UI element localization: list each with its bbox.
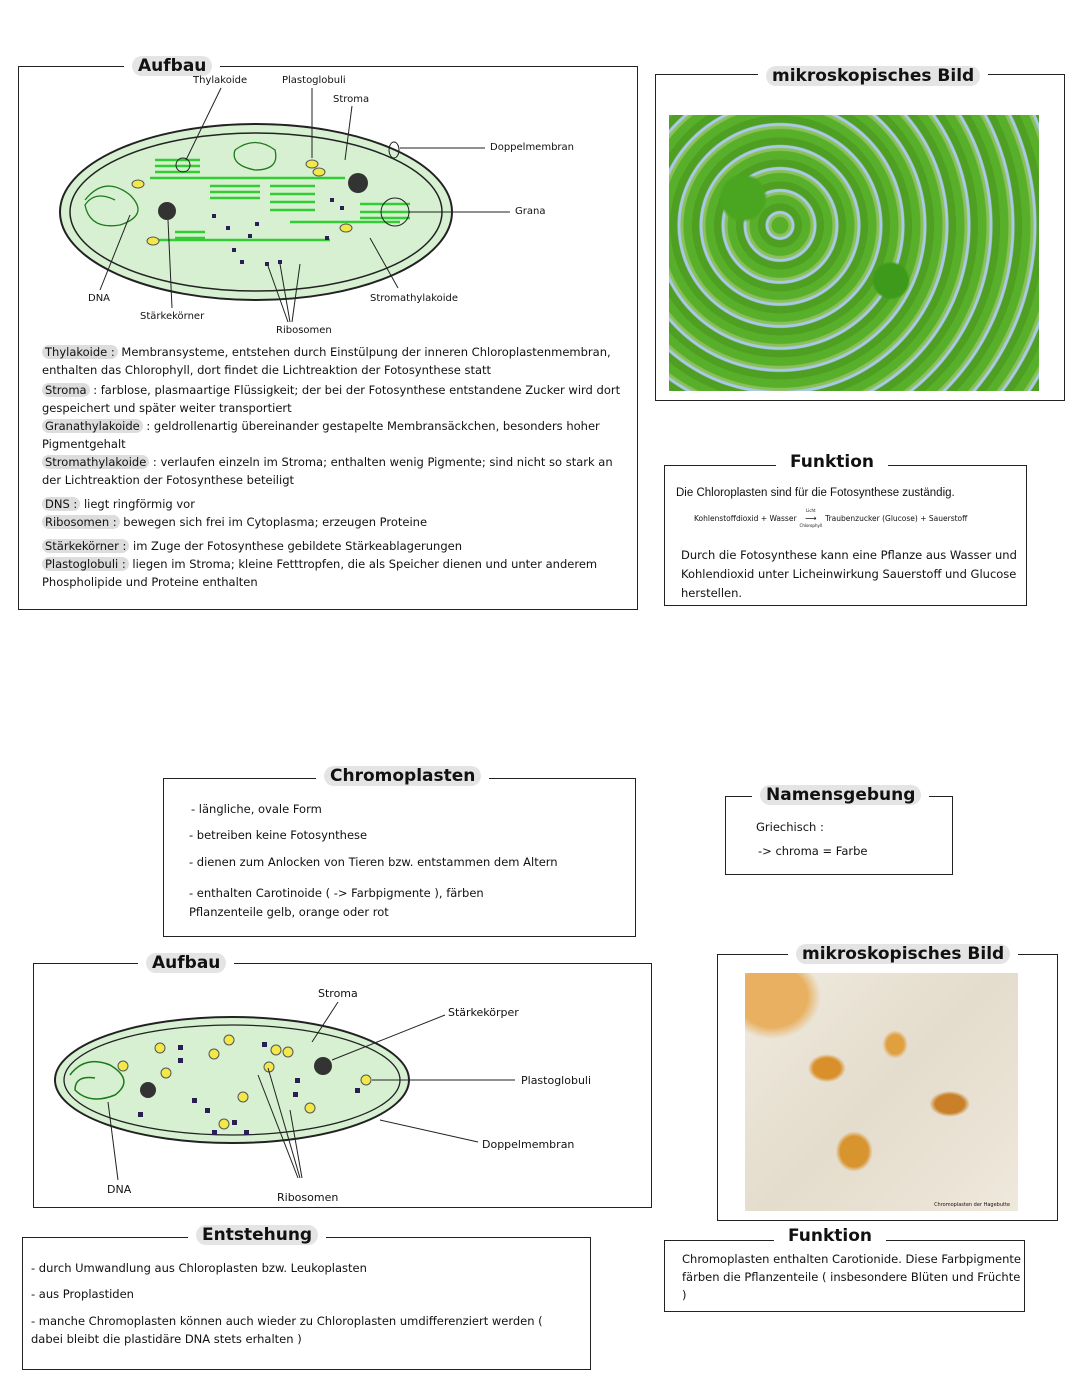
def-text: im Zuge der Fotosynthese gebildete Stärkeablagerungen	[129, 539, 462, 553]
chromoplast-funktion-title: Funktion	[774, 1226, 886, 1246]
definitions-list	[42, 343, 622, 591]
label-stroma: Stroma	[318, 987, 358, 1000]
def-text: Membransysteme, entstehen durch Einstülpung der inneren Chloroplastenmembran, enthalten das Chlorophyll, dort findet die Lichtreaktion der Fotosynthese statt	[42, 345, 611, 377]
chromo-item: - dienen zum Anlocken von Tieren bzw. entstammen dem Altern	[189, 855, 558, 869]
label-plastoglobuli: Plastoglobuli	[521, 1074, 592, 1087]
def-granathylakoide	[42, 417, 622, 453]
chloroplast-diagram	[0, 0, 640, 340]
def-thylakoide	[42, 343, 622, 379]
def-plastoglobuli	[42, 555, 622, 591]
def-text: : geldrollenartig übereinander gestapelte Membransäckchen, besonders hoher Pigmentgehalt	[42, 419, 600, 451]
label-stromathylakoide: Stromathylakoide	[370, 293, 459, 304]
eq-right: Traubenzucker (Glucose) + Sauerstoff	[825, 514, 968, 523]
entstehung-item: - durch Umwandlung aus Chloroplasten bzw. Leukoplasten	[31, 1261, 367, 1275]
chromoplast-micro-image	[745, 973, 1018, 1211]
entstehung-title: Entstehung	[188, 1225, 326, 1245]
eq-top: Licht	[805, 508, 816, 513]
namen-line2: -> chroma = Farbe	[758, 844, 868, 858]
entstehung-item: - aus Proplastiden	[31, 1287, 134, 1301]
chloroplast-micro-image	[669, 115, 1039, 391]
def-text: liegt ringförmig vor	[80, 497, 195, 511]
chloroplast-funktion-title: Funktion	[776, 452, 888, 472]
chloroplast-micro-title: mikroskopisches Bild	[758, 66, 988, 86]
namensgebung-title: Namensgebung	[752, 785, 929, 805]
chromoplast-aufbau-title: Aufbau	[138, 953, 234, 973]
label-doppelmembran: Doppelmembran	[482, 1138, 575, 1151]
term: Thylakoide :	[42, 345, 118, 359]
chromo-item: - betreiben keine Fotosynthese	[189, 828, 368, 842]
term: Stärkekörner :	[42, 539, 129, 553]
funktion-line1: Die Chloroplasten sind für die Fotosynthese zuständig.	[676, 487, 955, 499]
label-ribosomen: Ribosomen	[277, 1191, 339, 1204]
def-text: : farblose, plasmaartige Flüssigkeit; der bei der Fotosynthese entstandene Zucker wird dort gespeichert und später weiter transportiert	[42, 383, 621, 415]
def-text: bewegen sich frei im Cytoplasma; erzeugen Proteine	[119, 515, 428, 529]
eq-left: Kohlenstoffdioxid + Wasser	[694, 514, 797, 523]
term: Stromathylakoide	[42, 455, 149, 469]
eq-bottom: Chlorophyll	[799, 523, 823, 528]
def-staerkekoerner	[42, 537, 622, 555]
def-stroma	[42, 381, 622, 417]
label-ribosomen: Ribosomen	[276, 325, 332, 336]
def-text: liegen im Stroma; kleine Fetttropfen, die als Speicher dienen und unter anderem Phospholipide und Proteine enthalten	[42, 557, 598, 589]
chromo-item: - enthalten Carotinoide ( -> Farbpigmente ), färben Pflanzenteile gelb, orange oder rot	[189, 886, 484, 919]
label-grana: Grana	[515, 206, 546, 217]
chromo-item: - längliche, ovale Form	[191, 802, 322, 816]
chromo-funktion-text: Chromoplasten enthalten Carotionide. Diese Farbpigmente färben die Pflanzenteile ( insbesondere Blüten und Früchte )	[682, 1252, 1021, 1302]
label-plastoglobuli: Plastoglobuli	[282, 75, 346, 86]
term: DNS :	[42, 497, 80, 511]
term: Stroma	[42, 383, 90, 397]
def-dns	[42, 495, 622, 513]
funktion-text: Durch die Fotosynthese kann eine Pflanze aus Wasser und Kohlendioxid unter Licheinwirkung Sauerstoff und Glucose herstellen.	[681, 548, 1017, 600]
arrow-icon: ⟶	[805, 514, 817, 523]
chromoplast-micro-title: mikroskopisches Bild	[788, 944, 1018, 964]
namen-line1: Griechisch :	[756, 820, 824, 834]
chloroplast-aufbau-title: Aufbau	[124, 56, 220, 76]
term: Granathylakoide	[42, 419, 143, 433]
micro-caption: Chromoplasten der Hagebutte	[934, 1202, 1010, 1208]
entstehung-box	[22, 1237, 591, 1370]
def-text: : verlaufen einzeln im Stroma; enthalten wenig Pigmente; sind nicht so stark an der Lichtreaktion der Fotosynthese beteiligt	[42, 455, 613, 487]
eq-arrow	[800, 508, 823, 529]
label-dna: DNA	[88, 293, 111, 304]
term: Ribosomen :	[42, 515, 120, 529]
label-thylakoide: Thylakoide	[193, 75, 248, 86]
label-stroma: Stroma	[333, 94, 370, 105]
term: Plastoglobuli :	[42, 557, 129, 571]
label-staerkekoerner: Stärkekörner	[140, 311, 205, 322]
label-staerkekoerper: Stärkekörper	[448, 1006, 519, 1019]
def-stromathylakoide	[42, 453, 622, 489]
photosynthesis-equation	[694, 508, 967, 529]
entstehung-item: - manche Chromoplasten können auch wieder zu Chloroplasten umdifferenziert werden ( dabei bleibt die plastidäre DNA stets erhalten )	[31, 1314, 543, 1346]
label-doppelmembran: Doppelmembran	[490, 142, 575, 153]
chromoplasten-title: Chromoplasten	[316, 766, 489, 786]
def-ribosomen	[42, 513, 622, 531]
label-dna: DNA	[107, 1183, 132, 1196]
